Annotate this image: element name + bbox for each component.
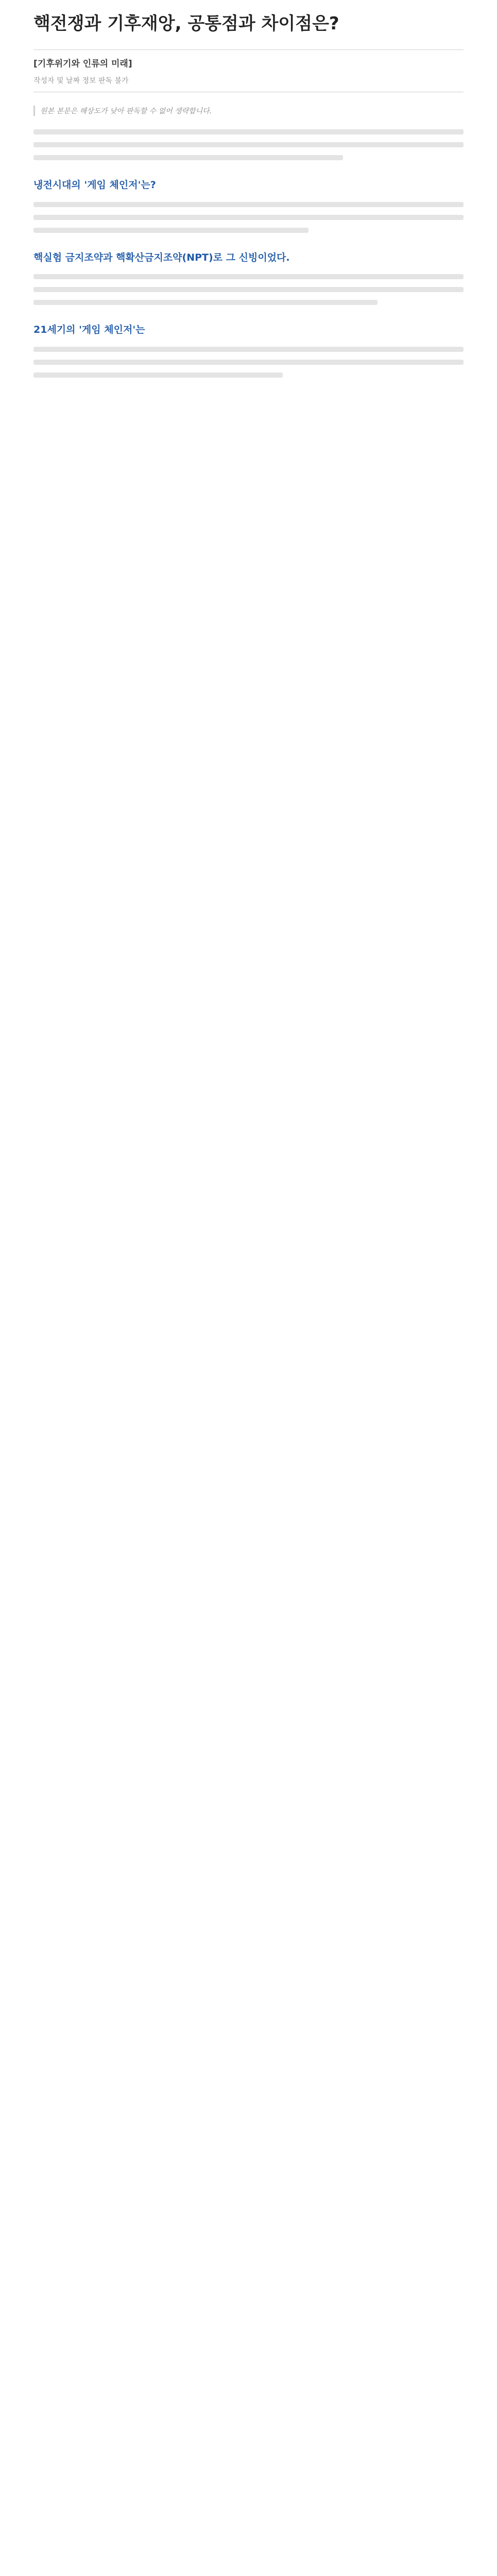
section-heading: 21세기의 '게임 체인저'는	[33, 324, 145, 336]
article-subtitle: [기후위기와 인류의 미래]	[33, 58, 132, 69]
article-subtitle-box	[33, 49, 464, 92]
body-pending-notice: 원본 본문은 해상도가 낮아 판독할 수 없어 생략합니다.	[33, 106, 464, 116]
page	[0, 0, 497, 422]
text-line	[33, 347, 464, 352]
section-2-text-block	[33, 274, 464, 305]
section-heading: 핵실험 금지조약과 핵확산금지조약(NPT)로 그 신빙이었다.	[33, 251, 290, 263]
text-line	[33, 129, 464, 134]
text-line	[33, 360, 464, 365]
section-3-text-block	[33, 347, 464, 378]
article-byline: 작성자 및 날짜 정보 판독 불가	[33, 77, 129, 86]
text-line	[33, 202, 464, 207]
article-body	[33, 92, 464, 378]
section-heading: 냉전시대의 '게임 체인저'는?	[33, 179, 156, 191]
text-line	[33, 372, 283, 378]
text-line	[33, 228, 309, 233]
text-line	[33, 142, 464, 147]
text-line	[33, 155, 343, 160]
text-line	[33, 274, 464, 279]
section-1-text-block	[33, 202, 464, 233]
article	[33, 0, 464, 378]
article-headline: 핵전쟁과 기후재앙, 공통점과 차이점은?	[33, 13, 339, 34]
text-line	[33, 300, 378, 305]
intro-text-block	[33, 129, 464, 160]
text-line	[33, 215, 464, 220]
text-line	[33, 287, 464, 292]
